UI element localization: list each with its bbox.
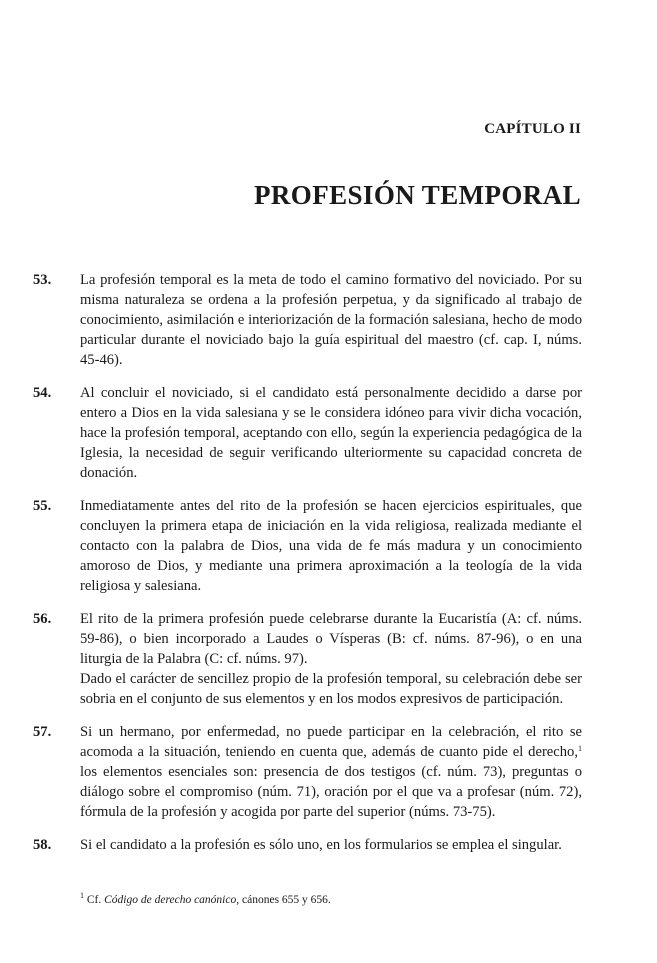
paragraph-number: 58. (33, 837, 52, 853)
paragraph-number: 57. (33, 724, 52, 740)
paragraph-text: La profesión temporal es la meta de todo el camino formativo del noviciado. Por su misma naturaleza se ordena a la profesión perpetua, y da significado al trabajo de conocimiento, asimilación e interiorización de la formación salesiana, hecho de modo particular durante el noviciado bajo la guía espiritual del maestro (cf. cap. I, núms. 45-46). (80, 272, 582, 368)
paragraph-55 (33, 496, 582, 596)
paragraph-56 (33, 609, 582, 709)
paragraph-text: Si el candidato a la profesión es sólo uno, en los formularios se emplea el singular. (80, 837, 562, 853)
footnote-mark: 1 (80, 891, 84, 900)
paragraph-57 (33, 722, 582, 822)
footnote-reference: 1 (578, 744, 582, 753)
footnote (80, 893, 331, 907)
paragraph-54 (33, 383, 582, 483)
footnote-work-title: Código de derecho canónico, (104, 894, 240, 906)
main-content (33, 270, 582, 868)
footnote-suffix: cánones 655 y 656. (239, 894, 331, 906)
footnote-prefix: Cf. (84, 894, 105, 906)
chapter-label: CAPÍTULO II (484, 121, 581, 137)
paragraph-text-part: los elementos esenciales son: presencia de dos testigos (cf. núm. 73), preguntas o diálogo sobre el compromiso (núm. 71), oración por el que va a profesar (núm. 72), fórmula de la profesión y acogida por parte del superior (núms. 73-75). (80, 764, 582, 820)
paragraph-text-part: Si un hermano, por enfermedad, no puede participar en la celebración, el rito se acomoda a la situación, teniendo en cuenta que, además de cuanto pide el derecho, (80, 724, 582, 760)
paragraph-text: Inmediatamente antes del rito de la profesión se hacen ejercicios espirituales, que concluyen la primera etapa de iniciación en la vida religiosa, realizada mediante el contacto con la palabra de Dios, una vida de fe más madura y un conocimiento amoroso de Dios, y mediante una primera aproximación a la teología de la vida religiosa y salesiana. (80, 498, 582, 594)
paragraph-number: 54. (33, 385, 52, 401)
paragraph-number: 53. (33, 272, 52, 288)
paragraph-text: Al concluir el noviciado, si el candidato está personalmente decidido a darse por entero a Dios en la vida salesiana y se le considera idóneo para vivir dicha vocación, hace la profesión temporal, aceptando con ello, según la experiencia pedagógica de la Iglesia, la necesidad de seguir verificando ulteriormente su capacidad concreta de donación. (80, 385, 582, 481)
paragraph-text-continued: Dado el carácter de sencillez propio de la profesión temporal, su celebración debe ser sobria en el conjunto de sus elementos y en los modos expresivos de participación. (80, 671, 582, 707)
paragraph-number: 56. (33, 611, 52, 627)
paragraph-number: 55. (33, 498, 52, 514)
page-title: PROFESIÓN TEMPORAL (254, 180, 581, 210)
paragraph-58 (33, 835, 582, 855)
paragraph-53 (33, 270, 582, 370)
paragraph-text: El rito de la primera profesión puede celebrarse durante la Eucaristía (A: cf. núms. 59-86), o bien incorporado a Laudes o Vísperas (B: cf. núms. 87-96), o en una liturgia de la Palabra (C: cf. núms. 97). (80, 611, 582, 667)
paragraph-text (80, 722, 582, 822)
